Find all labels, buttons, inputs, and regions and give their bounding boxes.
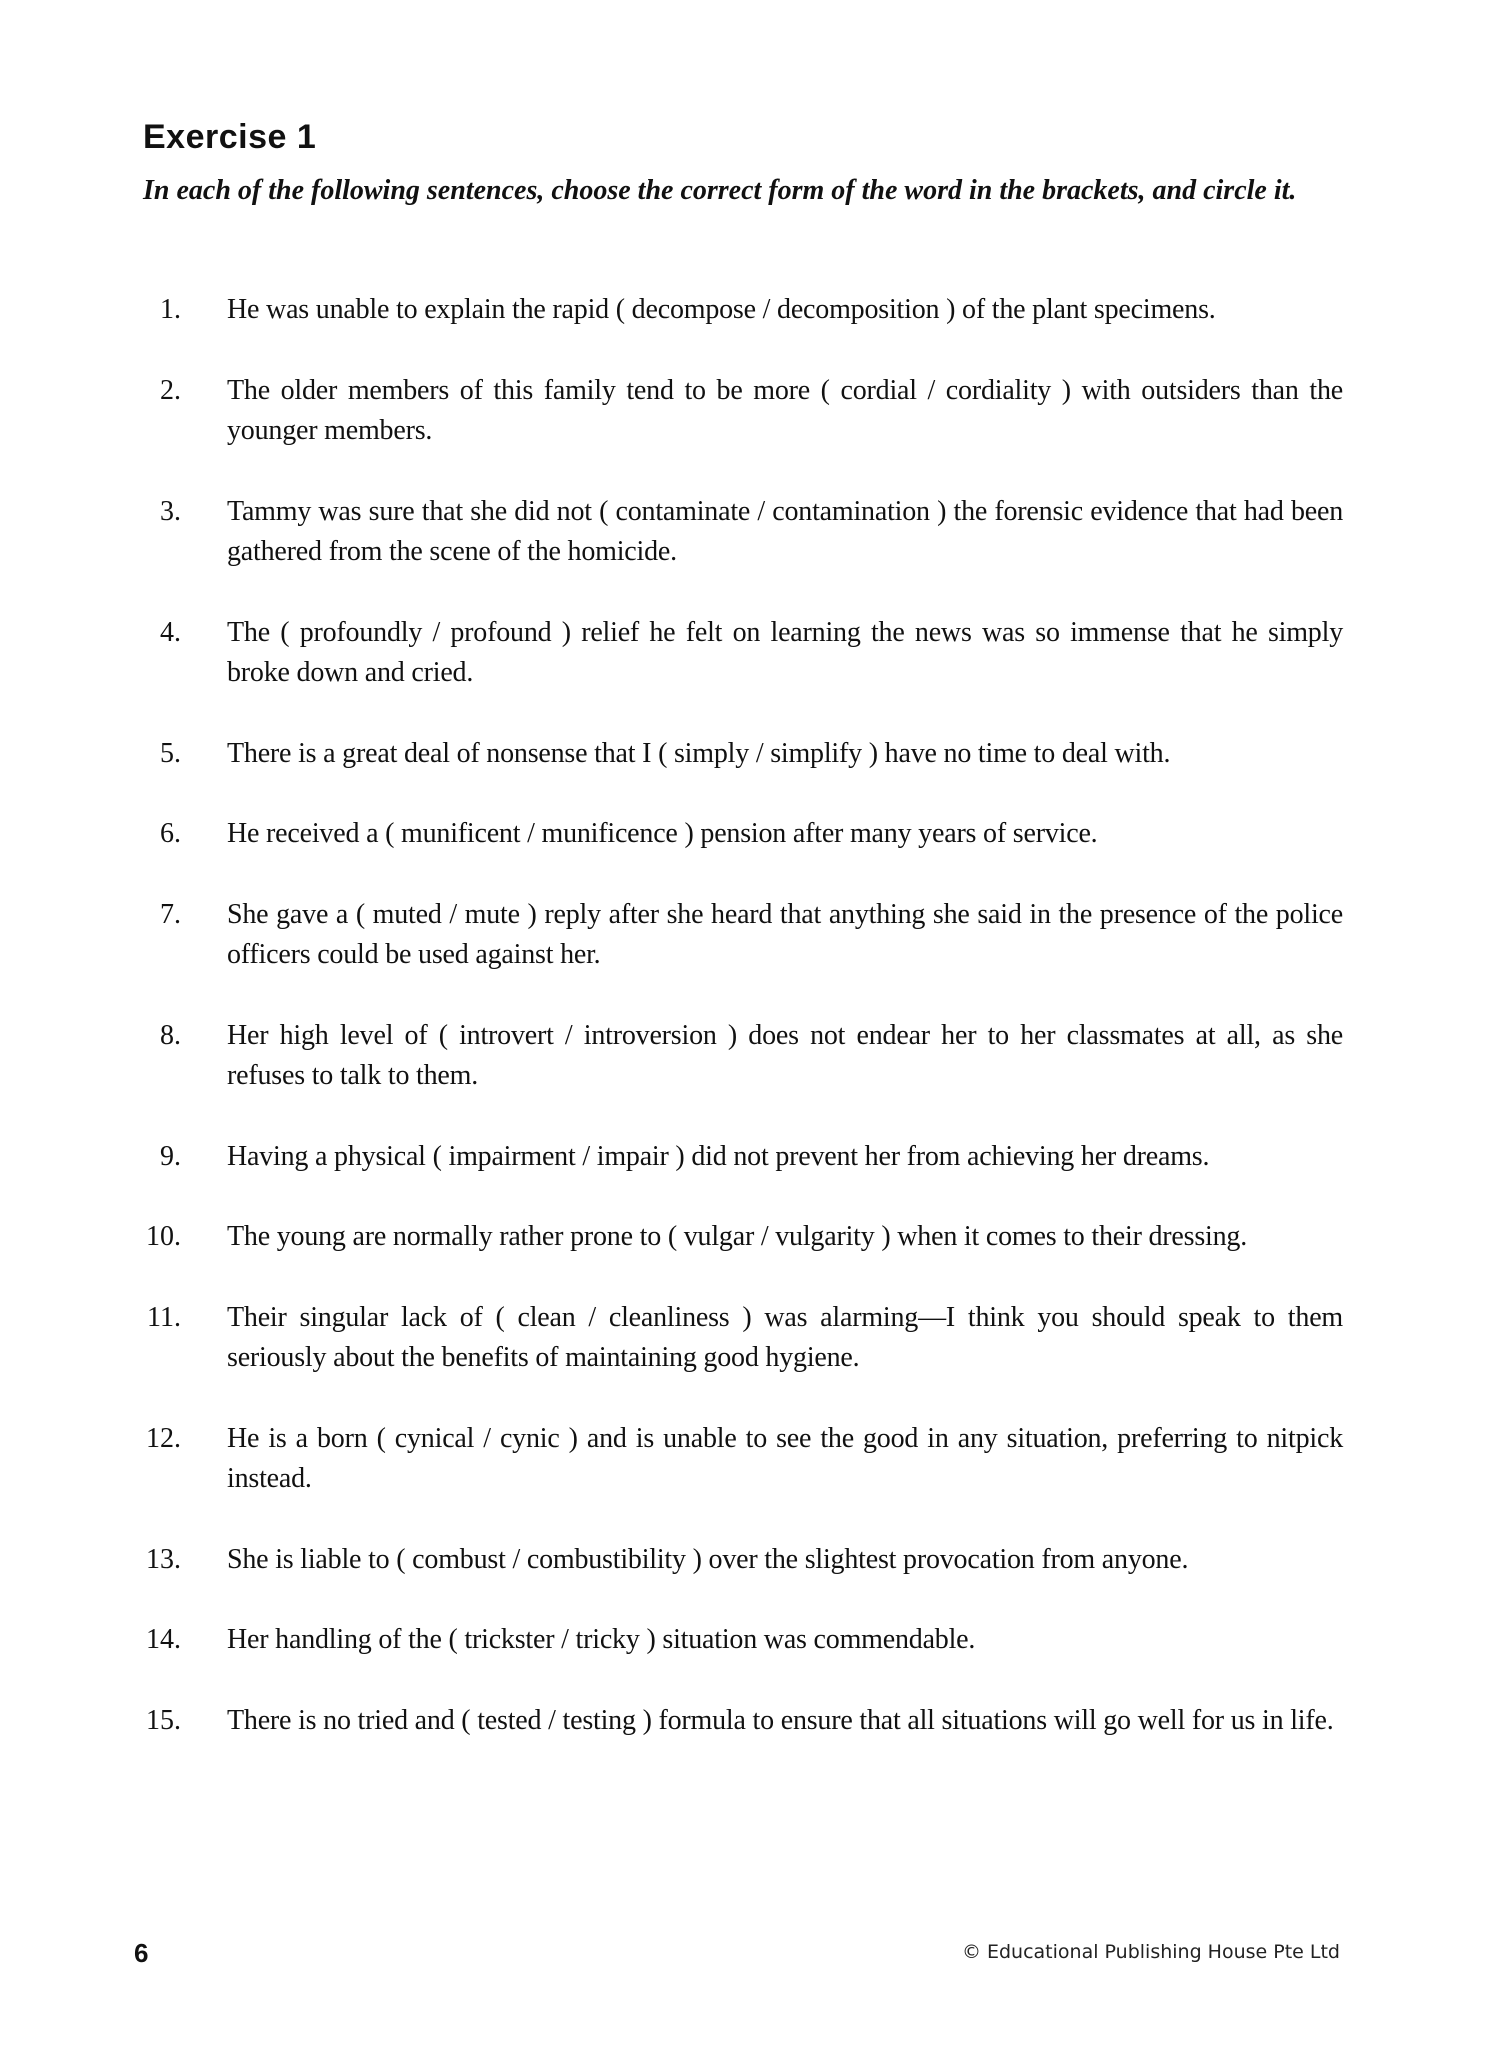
question-text: She gave a ( muted / mute ) reply after she heard that anything she said in the presence of the police officers could be used against her. — [227, 898, 1343, 970]
question-text: There is no tried and ( tested / testing ) formula to ensure that all situations will go well for us in life. — [227, 1704, 1334, 1736]
question-item — [143, 371, 1343, 452]
question-item — [143, 1540, 1343, 1581]
question-number: 2. — [160, 374, 181, 406]
question-text: Their singular lack of ( clean / cleanliness ) was alarming—I think you should speak to them seriously about the benefits of maintaining good hygiene. — [227, 1301, 1343, 1373]
question-text: Her handling of the ( trickster / tricky ) situation was commendable. — [227, 1624, 976, 1655]
question-item — [143, 895, 1343, 976]
question-text: Her high level of ( introvert / introversion ) does not endear her to her classmates at all, as she refuses to talk to them. — [227, 1019, 1343, 1091]
exercise-title: Exercise 1 — [143, 118, 317, 156]
copyright-notice: © Educational Publishing House Pte Ltd — [961, 1941, 1340, 1963]
question-item — [143, 613, 1343, 694]
question-number: 1. — [160, 294, 181, 325]
question-number: 15. — [146, 1704, 181, 1736]
question-item — [143, 1701, 1343, 1742]
question-number: 11. — [147, 1301, 181, 1333]
question-item — [143, 290, 1343, 331]
question-number: 5. — [160, 737, 181, 769]
question-text: Tammy was sure that she did not ( contaminate / contamination ) the forensic evidence that had been gathered from the scene of the homicide. — [227, 495, 1343, 567]
question-item — [143, 1016, 1343, 1097]
question-number: 3. — [160, 495, 181, 527]
page-number: 6 — [134, 1938, 149, 1968]
question-text: There is a great deal of nonsense that I ( simply / simplify ) have no time to deal with. — [227, 737, 1171, 769]
question-item — [143, 1137, 1343, 1178]
question-item — [143, 1419, 1343, 1500]
question-text: The older members of this family tend to be more ( cordial / cordiality ) with outsiders than the younger members. — [227, 374, 1343, 446]
question-text: He is a born ( cynical / cynic ) and is unable to see the good in any situation, preferring to nitpick instead. — [227, 1422, 1343, 1494]
question-item — [143, 1217, 1343, 1258]
question-text: He was unable to explain the rapid ( decompose / decomposition ) of the plant specimens. — [227, 294, 1216, 325]
question-item — [143, 492, 1343, 573]
question-number: 4. — [160, 616, 181, 648]
question-text: The ( profoundly / profound ) relief he felt on learning the news was so immense that he simply broke down and cried. — [227, 616, 1343, 688]
question-text: The young are normally rather prone to ( vulgar / vulgarity ) when it comes to their dressing. — [227, 1221, 1248, 1252]
question-number: 6. — [160, 818, 181, 849]
question-number: 13. — [146, 1543, 181, 1575]
question-item — [143, 734, 1343, 775]
question-list — [143, 290, 1343, 1781]
question-number: 8. — [160, 1019, 181, 1051]
question-item — [143, 814, 1343, 855]
question-text: He received a ( munificent / munificence ) pension after many years of service. — [227, 818, 1098, 849]
question-number: 12. — [146, 1422, 181, 1454]
question-number: 14. — [146, 1624, 181, 1655]
question-text: Having a physical ( impairment / impair ) did not prevent her from achieving her dreams. — [227, 1140, 1210, 1172]
question-item — [143, 1620, 1343, 1661]
question-text: She is liable to ( combust / combustibility ) over the slightest provocation from anyone. — [227, 1543, 1189, 1575]
question-number: 10. — [146, 1221, 181, 1252]
question-item — [143, 1298, 1343, 1379]
exercise-instruction: In each of the following sentences, choose the correct form of the word in the brackets, and circle it. — [143, 175, 1297, 206]
question-number: 7. — [160, 898, 181, 930]
question-number: 9. — [160, 1140, 181, 1172]
